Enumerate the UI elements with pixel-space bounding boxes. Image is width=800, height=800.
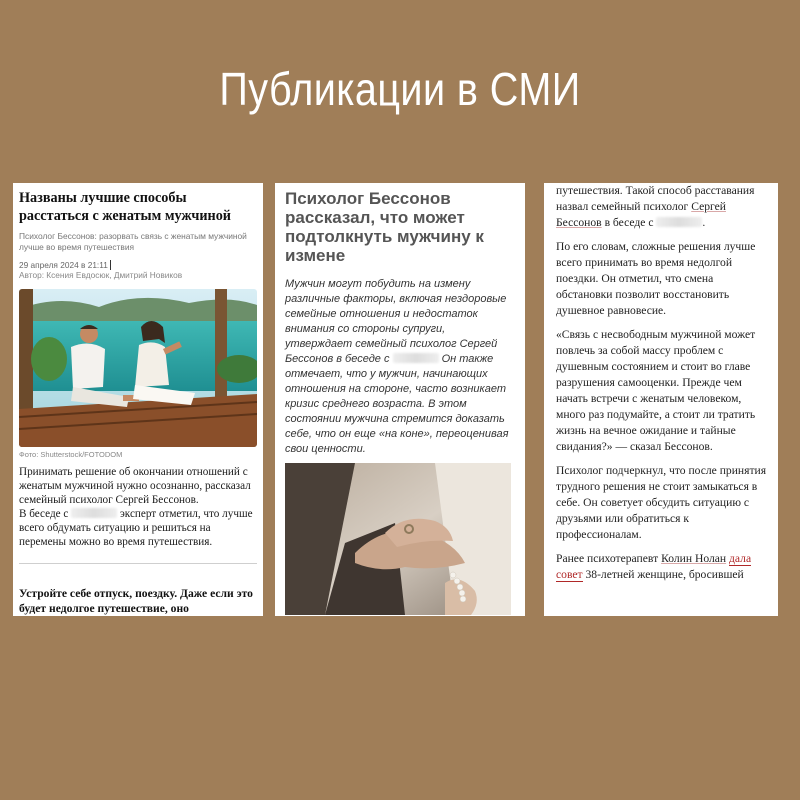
article-1-para-2-end: эксперт отметил, что лучше всего обдумать ситуацию и решиться на перемены можно во время путешествия. <box>19 508 253 548</box>
article-1-bold-text: Устройте себе отпуск, поездку. Даже если это будет недолгое путешествие, оно <box>19 587 253 615</box>
article-1-para-2-start: В беседе с <box>19 508 69 520</box>
article-3-para-5-start: Ранее психотерапевт <box>556 552 659 565</box>
article-3-para-5-end: 38-летней женщине, бросившей <box>585 568 744 581</box>
article-3-para-5 <box>556 551 768 583</box>
article-1-photo <box>19 289 257 447</box>
article-1-headline[interactable]: Названы лучшие способы расстаться с женатым мужчиной <box>19 190 231 224</box>
article-1-photo-credit: Фото: Shutterstock/FOTODOM <box>19 450 123 459</box>
article-3-para-4: Психолог подчеркнул, что после принятия трудного решения не стоит замыкаться в себе. Он советует обсудить ситуацию с друзьями или обратиться к профессионалам. <box>556 464 767 541</box>
page-title: Публикации в СМИ <box>219 63 581 115</box>
article-3-para-1-start: путешествия. Такой способ расставания назвал семейный психолог <box>556 184 755 213</box>
article-1-subtitle: Психолог Бессонов: разорвать связь с женатым мужчиной лучше во время путешествия <box>19 231 247 252</box>
advice-link[interactable]: дала совет <box>556 552 752 581</box>
redacted-source-blur <box>71 508 117 518</box>
sergey-bessonov-link[interactable]: Сергей Бессонов <box>556 200 726 229</box>
article-card-3 <box>544 183 778 616</box>
article-1-date-text: 29 апреля 2024 в 21:11 <box>19 260 108 270</box>
holding-hands-photo <box>285 463 511 615</box>
article-3-para-3: «Связь с несвободным мужчиной может повлечь за собой массу проблем с душевным состоянием и стоит во главе разрушения самооценки. Прежде чем начать встречи с женатым человеком, много раз подумайте, а стоит ли тратить жизнь на вечное ожидание и тайные свидания?» — сказал Бессонов. <box>556 328 756 453</box>
article-card-2 <box>275 183 525 616</box>
article-3-para-1: путешествия. Такой способ расставания назвал семейный психолог Сергей Бессонов в беседе с . <box>556 184 755 229</box>
article-1-divider <box>19 563 257 564</box>
article-3-para-1-end: в беседе с <box>604 216 654 229</box>
article-2-body <box>285 277 515 457</box>
article-2-photo <box>285 463 511 615</box>
article-card-1 <box>13 183 263 616</box>
article-2-body-end: Он также отмечает, что у мужчин, начинающих отношения на стороне, часто возникает кризис среднего возраста. В этом состоянии мужчина стремится доказать себе, что он еще «на коне», переоценивая свои ценности. <box>285 353 509 455</box>
article-3-para-2: По его словам, сложные решения лучше всего принимать во время недолгой поездки. Он отметил, что смена обстановки позволит восстановить душевное равновесие. <box>556 240 756 317</box>
redacted-source-blur <box>656 217 702 227</box>
article-2-body-start: Мужчин могут побудить на измену различные факторы, включая нездоровые семейные отношения и недостаток внимания со стороны супруги, утверждает семейный психолог Сергей Бессонов в беседе с <box>285 278 507 365</box>
redacted-source-blur <box>393 353 439 363</box>
article-1-para-1: Принимать решение об окончании отношений с женатым мужчиной нужно осознанно, рассказал семейный психолог Сергей Бессонов. <box>19 466 251 506</box>
beach-couple-photo <box>19 289 257 447</box>
article-2-headline[interactable]: Психолог Бессонов рассказал, что может подтолкнуть мужчину к измене <box>285 189 484 265</box>
article-1-date <box>19 260 257 270</box>
colin-nolan-link[interactable]: Колин Нолан <box>661 552 727 565</box>
article-1-authors: Автор: Ксения Евдосюк, Дмитрий Новиков <box>19 270 183 280</box>
article-1-para-2 <box>19 507 257 549</box>
